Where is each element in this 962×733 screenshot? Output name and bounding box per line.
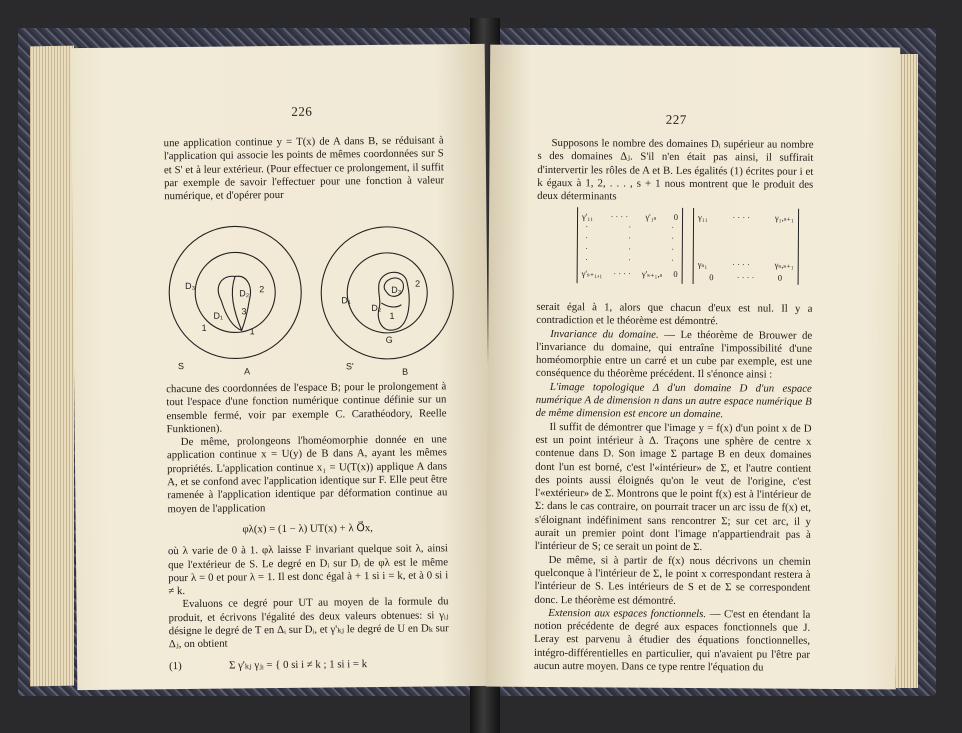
- paragraph-text: où λ varie de 0 à 1. φλ laisse F invariant quelque soit λ, ainsi que l'extérieur de S. Le degré en Dᵢ sur Dᵢ de φλ est le même pour λ = 0 et pour λ = 1. Il est donc égal à + 1 si i = k, et à 0 si i ≠ k.: [167, 542, 449, 598]
- label-s: S: [177, 361, 185, 372]
- matrix-cell: γₛ,ₛ₊₁: [774, 259, 794, 270]
- label-1: 1: [201, 322, 207, 333]
- paragraph-invariance: [536, 327, 812, 382]
- curve-d1: [218, 276, 241, 330]
- label-d2-right: D₂: [371, 302, 382, 314]
- matrix-dots: · · · ·: [732, 212, 751, 223]
- paragraph-text: De même, si à partir de f(x) nous décrivons un chemin quelconque à l'intérieur de Σ, le point x correspondant restera à l'intérieur de S. Les intérieurs de S et de Σ se correspondent donc. Le théorème est démontré.: [534, 553, 811, 607]
- matrix-cell: γₛ₁: [697, 259, 708, 270]
- left-page: [71, 44, 492, 690]
- label-d1-right: D₁: [341, 295, 351, 306]
- paragraph-text: une application continue y = T(x) de A dans B, se réduisant à l'application qui associe les points de mêmes coordonnées sur S et S' et à leur extérieur. (Pour effectuer ce prolongement, il suffit par exemple de savoir l'effectuer pour une fonction à valeur numérique, et d'opérer pour: [163, 134, 445, 203]
- circle-outer-s: [169, 226, 302, 359]
- page-edges-left: [30, 46, 74, 687]
- label-3: 3: [241, 306, 247, 317]
- label-d1: D₁: [213, 310, 224, 321]
- label-b: B: [402, 366, 409, 377]
- matrix-dots: · · · ·: [613, 268, 631, 279]
- determinant-2: [693, 208, 800, 285]
- determinant-1: [577, 207, 684, 284]
- matrix-dots: · · · ·: [581, 225, 592, 264]
- label-1-right: 1: [389, 310, 395, 321]
- paragraph: [166, 380, 449, 673]
- matrix-cell: 0: [673, 211, 679, 222]
- theorem-text: L'image topologique Δ d'un domaine D d'un espace numérique A de dimension n dans un autre espace numérique B de même dimension est encore un domaine.: [535, 380, 812, 421]
- figure-svg: [164, 210, 462, 378]
- determinants: [577, 207, 804, 285]
- label-small-1: 1: [249, 326, 255, 337]
- equation-row: [169, 657, 449, 673]
- curve-g: [378, 272, 410, 330]
- paragraph: [537, 137, 813, 205]
- matrix-dots: · · · ·: [736, 272, 755, 283]
- paragraph-text: chacune des coordonnées de l'espace B; pour le prolongement à tout l'espace d'une fonction numérique continue définie sur un ensemble fermé, voir par exemple C. Carathéodory, Reelle Funktionen).: [166, 380, 447, 436]
- curve-d2: [235, 276, 251, 330]
- label-a: A: [243, 366, 251, 377]
- curve-d2-divider: [381, 303, 401, 307]
- matrix-cell: γ₁,ₛ₊₁: [774, 212, 795, 223]
- paragraph: [164, 134, 445, 203]
- matrix-cell: γ'ₛ₊₁,ₛ: [641, 268, 663, 279]
- matrix-cell: γ'ₛ₊₁,₁: [581, 268, 603, 279]
- section-heading: Invariance du domaine.: [550, 327, 659, 341]
- paragraph-text: serait égal à 1, alors que chacun d'eux est nul. Il y a contradiction et le théorème est démontré.: [536, 300, 813, 328]
- matrix-dots: · · · ·: [610, 211, 629, 222]
- matrix-dots: · · · ·: [667, 225, 678, 265]
- matrix-cell: γ₁₁: [698, 212, 708, 223]
- matrix-dots: · · · ·: [732, 259, 750, 270]
- equation: φλ(x) = (1 − λ) UT(x) + λ O⃗x,: [242, 522, 374, 536]
- label-2: 2: [259, 284, 265, 295]
- matrix-cell: γ'₁₁: [582, 211, 594, 222]
- label-2-right: 2: [415, 278, 421, 289]
- figure-domains: [164, 210, 462, 378]
- paragraph-text: — Le théorème de Brouwer de l'invariance du domaine, qui entraîne l'impossibilité d'une homéomorphie entre un carré et un cube par exemple, est une conséquence du théorème précédent. Il s'énonce ainsi :: [535, 328, 813, 382]
- equation-label: (1): [169, 659, 182, 672]
- label-g: G: [385, 334, 393, 345]
- matrix-cell: 0: [673, 268, 678, 279]
- paragraph-text: Evaluons ce degré pour UT au moyen de la formule du produit, et écrivons l'égalité des deux valeurs obtenues: si γᵢⱼ désigne le degré de T en Δᵢ sur Dᵢ, et γ'ₖⱼ le degré de U en Dₖ sur Δⱼ, on obtient: [168, 595, 449, 651]
- page-number: 227: [665, 111, 687, 127]
- paragraph-text: De même, prolongeons l'homéomorphie donnée en une application continue x = U(y) de B dans A, ayant les mêmes propriétés. L'application continue x₁ = U(T(x)) applique A dans A, et se confond avec l'application identique sur F. Elle peut être ramenée à l'application identique par déformation continue au moyen de l'application: [166, 433, 448, 515]
- equation: Σ γ'ₖⱼ γⱼᵢ = { 0 si i ≠ k ; 1 si i = k: [229, 657, 368, 672]
- paragraph: [534, 301, 813, 675]
- matrix-cell: 0: [777, 272, 783, 283]
- paragraph-text: Supposons le nombre des domaines Dᵢ supérieur au nombre s des domaines Δⱼ. S'il n'en était pas ainsi, il suffirait d'intervertir les rôles de A et B. Les égalités (1) écrites pour i et k égaux à 1, 2, . . . , s + 1 nous montrent que le produit des deux déterminants: [537, 137, 814, 203]
- label-s-prime: S': [345, 361, 354, 372]
- matrix-dots: · · · ·: [624, 225, 635, 265]
- label-d3-right: D₃: [391, 284, 402, 295]
- paragraph-extension: [534, 607, 810, 675]
- paragraph-text: — C'est en étendant la notion précédente de degré aux espaces fonctionnels que J. Leray est parvenu à étudier des équations fonctionnelles, intégro-différentielles en particulier, qui n'avaient pu l'être par aucun autre moyen. Dans ce type rentre l'équation du: [533, 607, 811, 674]
- paragraph-text: Il suffit de démontrer que l'image y = f(x) d'un point x de D est un point intérieur à Δ. Traçons une sphère de centre x contenue dans D. Son image Σ partage B en deux domaines dont l'un est borné, c'est l'«intérieur» de Σ, et l'autre contient des points aussi éloignés qu'on le veut de l'origine, c'est l'«extérieur» de Σ. Montrons que le point f(x) est à l'intérieur de Σ: dans le cas contraire, on pourrait tracer un arc issu de f(x) et, s'éloignant indéfiniment sans rencontrer Σ; sur cet arc, il y aurait un premier point dont l'image n'appartiendrait pas à l'intérieur de S; ce serait un point de Σ.: [534, 420, 812, 554]
- matrix-cell: 0: [709, 272, 714, 283]
- page-number: 226: [291, 103, 313, 119]
- label-d2: D₂: [239, 288, 250, 299]
- right-page: [486, 45, 900, 690]
- section-heading: Extension aux espaces fonctionnels.: [548, 606, 707, 620]
- matrix-cell: γ'₁ₛ: [645, 211, 657, 222]
- label-d3: D₃: [185, 280, 196, 291]
